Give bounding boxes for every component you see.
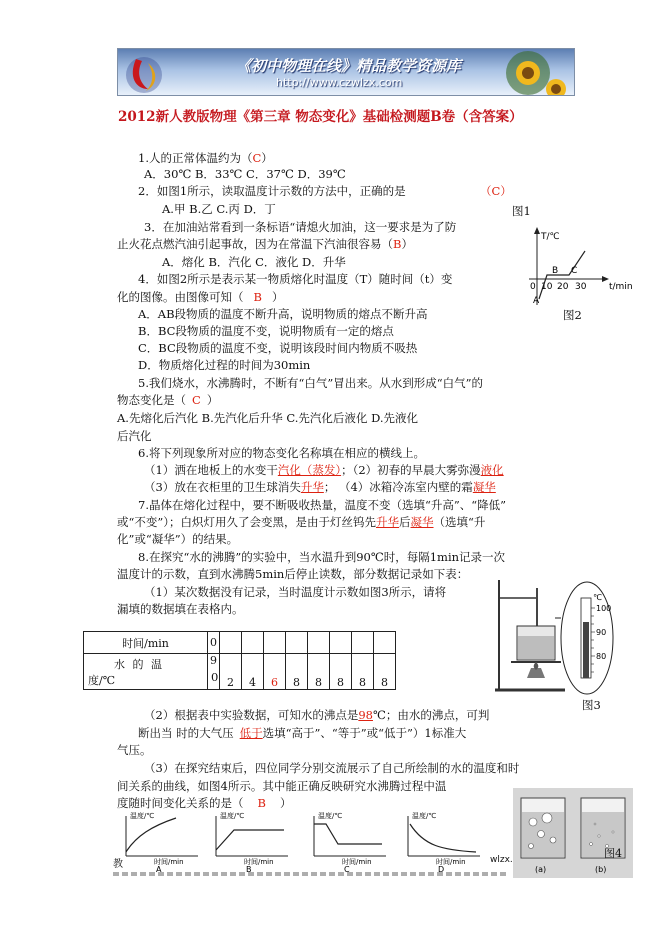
q8-part1-line1: （1）某次数据没有记录，当时温度计示数如图3所示，请将 bbox=[144, 585, 447, 599]
water bbox=[518, 636, 554, 659]
q4-line2: 化的图像。由图像可知（ B ） bbox=[117, 290, 284, 304]
q5-options: A.先熔化后汽化 B.先汽化后升华 C.先汽化后液化 D.先液化 bbox=[117, 411, 419, 425]
graph-b bbox=[216, 811, 288, 872]
table-cell: 8 bbox=[286, 654, 308, 690]
q7-line3: 化”或“凝华”）的结果。 bbox=[117, 532, 239, 546]
fig4-beakers bbox=[513, 788, 633, 878]
q6-line1: 6.将下列现象所对应的物态变化名称填在相应的横线上。 bbox=[138, 446, 425, 460]
table-cell: 8 bbox=[374, 654, 396, 690]
footer-right: wlzx. bbox=[490, 855, 513, 865]
banner-url[interactable]: http://www.czwlzx.com bbox=[276, 76, 403, 89]
svg-text:温度/℃: 温度/℃ bbox=[412, 812, 437, 820]
q1-options: A．30℃ B．33℃ C．37℃ D．39℃ bbox=[144, 167, 346, 181]
q4-option-d: D．物质熔化过程的时间为30min bbox=[138, 358, 311, 372]
fig4-label-b: (b) bbox=[595, 865, 607, 874]
table-header-time: 时间/min bbox=[84, 632, 208, 654]
fig2-x-arrow bbox=[602, 276, 609, 282]
q4-line1: 4．如图2所示是表示某一物质熔化时温度（T）随时间（t）变 bbox=[138, 272, 453, 286]
graph-d bbox=[408, 811, 480, 872]
q8-answer-graph: B bbox=[257, 796, 266, 810]
q1-answer: C bbox=[252, 151, 262, 165]
table-cell-zero: 0 bbox=[211, 670, 219, 684]
thermo-90: 90 bbox=[596, 628, 607, 637]
svg-text:D: D bbox=[438, 865, 445, 872]
svg-text:时间/min: 时间/min bbox=[342, 858, 372, 866]
graph-a bbox=[126, 811, 198, 872]
fig2-graph bbox=[525, 225, 645, 313]
fig2-point-c: C bbox=[571, 266, 578, 276]
q5-line2: 物态变化是（ C ） bbox=[117, 393, 219, 407]
table-cell-answer: 6 bbox=[264, 654, 286, 690]
q8-part1-line2: 漏填的数据填在表格内。 bbox=[117, 602, 244, 616]
q6-answer-4: 凝华 bbox=[472, 480, 496, 494]
table-cell: 8 bbox=[330, 654, 352, 690]
q4-option-a: A．AB段物质的温度不断升高，说明物质的熔点不断升高 bbox=[138, 307, 428, 321]
q8-answer-boiling: 98 bbox=[358, 708, 373, 722]
q8-answer-pressure: 低于 bbox=[239, 726, 263, 740]
q2-stem: 2．如图1所示，读取温度计示数的方法中，正确的是 bbox=[138, 184, 406, 198]
q7-line2: 或“不变”）；白炽灯用久了会变黑，是由于灯丝钨先升华后凝华（选填“升 bbox=[117, 515, 486, 529]
q8-line2: 温度计的示数，直到水沸腾5min后停止读数，部分数据记录如下表： bbox=[117, 567, 469, 581]
q8-part3-line2: 间关系的曲线，如图4所示。其中能正确反映研究水沸腾过程中温 bbox=[117, 779, 447, 793]
q3-options: A．熔化 B．汽化 C．液化 D．升华 bbox=[162, 255, 346, 269]
svg-text:温度/℃: 温度/℃ bbox=[220, 812, 245, 820]
page-title: 2012新人教版物理《第三章 物态变化》基础检测题B卷（含答案） bbox=[118, 109, 523, 125]
q8-part2-line3: 气压。 bbox=[117, 743, 152, 757]
header-banner bbox=[117, 48, 575, 96]
q7-line1: 7.晶体在熔化过程中，要不断吸收热量，温度不变（选填“升高”、“降低” bbox=[138, 498, 506, 512]
svg-text:温度/℃: 温度/℃ bbox=[130, 812, 155, 820]
table-cell: 2 bbox=[220, 654, 242, 690]
q6-answer-1: 汽化（蒸发） bbox=[277, 463, 342, 477]
q5-options-cont: 后汽化 bbox=[117, 429, 152, 443]
svg-text:A: A bbox=[156, 865, 162, 872]
fig4-label-a: (a) bbox=[535, 865, 547, 874]
q1-stem: 1.人的正常体温约为（C） bbox=[138, 151, 273, 165]
q4-answer: B bbox=[253, 290, 262, 304]
thermo-unit: ℃ bbox=[593, 593, 602, 602]
fig1-label: 图1 bbox=[512, 204, 531, 218]
fig2-y-arrow bbox=[534, 227, 540, 234]
svg-text:B: B bbox=[246, 865, 252, 872]
q7-answer-1: 升华 bbox=[376, 515, 400, 529]
fig2-xlabel: t/min bbox=[609, 282, 633, 292]
q8-part3-line3: 度随时间变化关系的是（ B ） bbox=[117, 796, 292, 810]
q7-answer-2: 凝华 bbox=[410, 515, 434, 529]
table-header-temp: 水 的 温 度/℃ bbox=[84, 654, 208, 690]
graph-c bbox=[314, 811, 386, 872]
fig3-label: 图3 bbox=[582, 698, 601, 712]
fig2-point-b: B bbox=[552, 266, 559, 276]
fig2-label: 图2 bbox=[563, 308, 582, 322]
q8-line1: 8.在探究“水的沸腾”的实验中，当水温升到90℃时，每隔1min记录一次 bbox=[138, 550, 506, 564]
svg-text:时间/min: 时间/min bbox=[154, 858, 184, 866]
table-cell: 9 bbox=[208, 654, 220, 690]
q2-answer: （C） bbox=[480, 184, 512, 198]
q8-part2-line1: （2）根据表中实验数据，可知水的沸点是98℃；由水的沸点，可判 bbox=[144, 708, 490, 722]
q8-part2-line2: 断出当 时的大气压 低于选填“高于”、“等于”或“低于”）1标准大 bbox=[138, 726, 467, 740]
table-row-time bbox=[84, 632, 396, 654]
q4-option-c: C．BC段物质的温度不变，说明该段时间内物质不吸热 bbox=[138, 341, 418, 355]
svg-text:时间/min: 时间/min bbox=[436, 858, 466, 866]
q3-answer: B bbox=[393, 237, 402, 251]
fig2-tick-10: 10 bbox=[541, 282, 553, 292]
q6-answer-3: 升华 bbox=[300, 480, 324, 494]
svg-text:温度/℃: 温度/℃ bbox=[318, 812, 343, 820]
q5-answer: C bbox=[192, 393, 201, 407]
fig3-apparatus bbox=[495, 578, 615, 696]
q3-line1: 3．在加油站常看到一条标语“请熄火加油，这一要求是为了防 bbox=[144, 220, 457, 234]
q3-line2: 止火花点燃汽油引起事故，因为在常温下汽油很容易（B） bbox=[117, 237, 413, 251]
fig4-graphs bbox=[112, 810, 497, 872]
table-cell: 8 bbox=[308, 654, 330, 690]
q6-line2: （1）洒在地板上的水变干汽化（蒸发）；（2）初春的早晨大雾弥漫液化 bbox=[144, 463, 504, 477]
table-cell: 8 bbox=[352, 654, 374, 690]
table-cell: 4 bbox=[242, 654, 264, 690]
q6-line3: （3）放在衣柜里的卫生球消失升华； （4）冰箱冷冻室内壁的霜凝华 bbox=[144, 480, 496, 494]
thermo-80: 80 bbox=[596, 652, 607, 661]
q4-option-b: B．BC段物质的温度不变，说明物质有一定的熔点 bbox=[138, 324, 394, 338]
q8-part3-line1: （3）在探究结束后，四位同学分别交流展示了自己所绘制的水的温度和时 bbox=[144, 761, 520, 775]
fig2-point-a: A bbox=[533, 296, 540, 306]
data-table bbox=[83, 631, 396, 690]
fig2-tick-0: 0 bbox=[530, 282, 536, 292]
q5-line1: 5.我们烧水，水沸腾时，不断有“白气”冒出来。从水到形成“白气”的 bbox=[138, 376, 483, 390]
q6-answer-2: 液化 bbox=[480, 463, 504, 477]
footer-strip bbox=[113, 872, 508, 876]
q2-options: A.甲 B.乙 C.丙 D．丁 bbox=[162, 202, 276, 216]
thermo-liquid bbox=[583, 622, 589, 678]
table-cell: 0 bbox=[208, 632, 220, 654]
fig2-ylabel: T/℃ bbox=[541, 232, 560, 242]
thermo-100: 100 bbox=[596, 604, 612, 613]
fig4-label: 图4 bbox=[604, 847, 622, 860]
footer-left: 教 bbox=[113, 859, 123, 870]
svg-text:时间/min: 时间/min bbox=[244, 858, 274, 866]
svg-text:C: C bbox=[344, 865, 350, 872]
table-row-temp bbox=[84, 654, 396, 690]
banner-slogan: 《初中物理在线》精品教学资源库 bbox=[236, 57, 462, 75]
fig2-tick-20: 20 bbox=[557, 282, 569, 292]
fig2-tick-30: 30 bbox=[575, 282, 587, 292]
